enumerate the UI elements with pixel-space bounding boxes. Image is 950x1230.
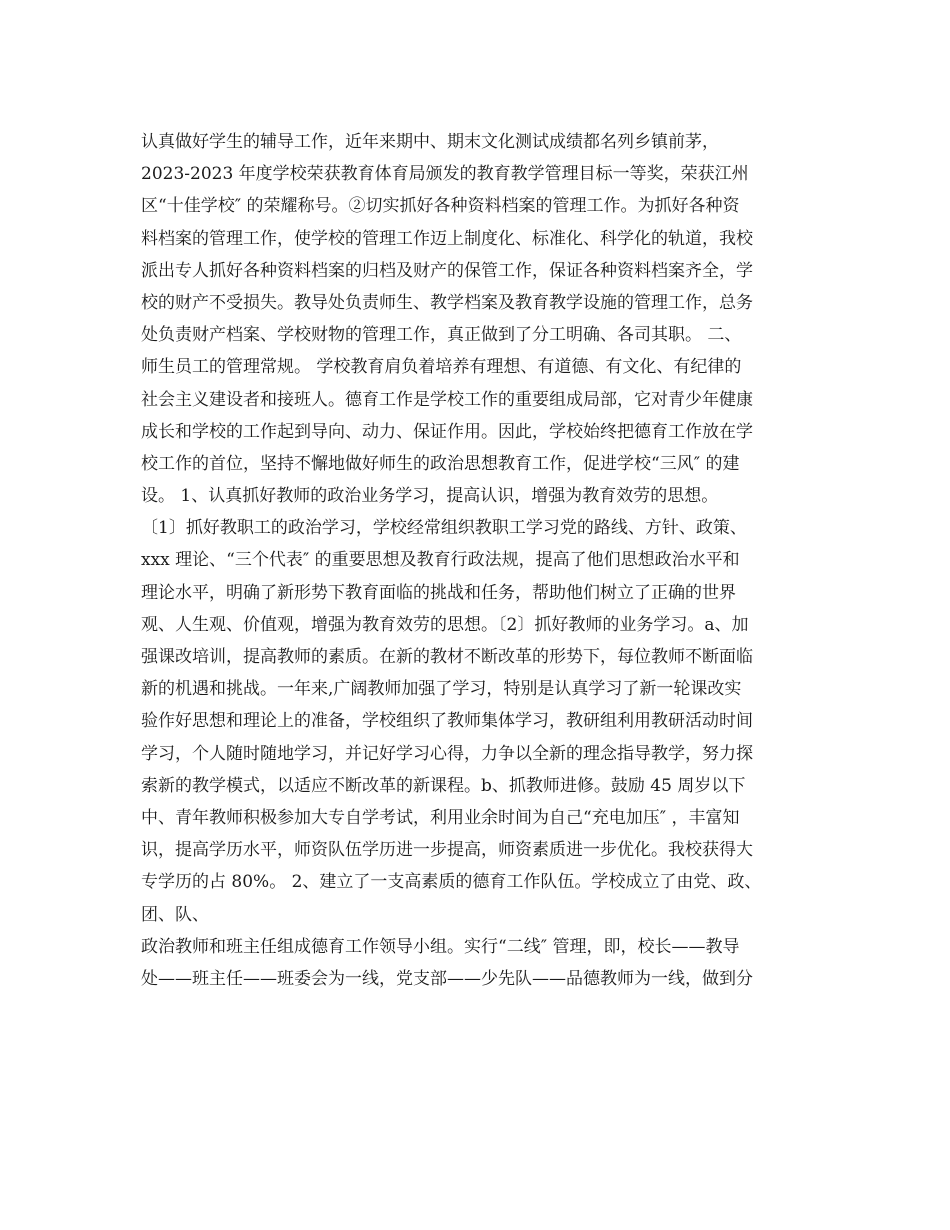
- text-line: 理论水平，明确了新形势下教育面临的挑战和任务，帮助他们树立了正确的世界: [141, 582, 736, 603]
- text-line: 成长和学校的工作起到导向、动力、保证作用。因此，学校始终把德育工作放在学: [141, 421, 753, 442]
- body-text: [141, 126, 821, 995]
- text-line: 验作好思想和理论上的准备，学校组织了教师集体学习，教研组利用教研活动时间: [141, 711, 753, 732]
- text-line: 〔1〕抓好教职工的政治学习，学校经常组织教职工学习党的路线、方针、政策、: [141, 518, 747, 539]
- text-line: 强课改培训，提高教师的素质。在新的教材不断改革的形势下，每位教师不断面临: [141, 647, 753, 667]
- text-line: 设。 1、认真抓好教师的政治业务学习，提高认识，增强为教育效劳的思想。: [141, 486, 719, 507]
- text-line: 料档案的管理工作，使学校的管理工作迈上制度化、标准化、科学化的轨道，我校: [141, 228, 753, 249]
- text-line: 观、人生观、价值观，增强为教育效劳的思想。〔2〕抓好教师的业务学习。a、加: [141, 614, 749, 635]
- text-line: 团、队、: [141, 904, 209, 925]
- text-line: 社会主义建设者和接班人。德育工作是学校工作的重要组成局部，它对青少年健康: [141, 389, 753, 410]
- text-line: 处——班主任——班委会为一线，党支部——少先队——品德教师为一线，做到分: [141, 968, 753, 989]
- text-line: 认真做好学生的辅导工作，近年来期中、期末文化测试成绩都名列乡镇前茅，: [141, 132, 719, 152]
- text-line: 识，提高学历水平，师资队伍学历进一步提高，师资素质进一步优化。我校获得大: [141, 840, 753, 861]
- text-line: 校工作的首位，坚持不懈地做好师生的政治思想教育工作，促进学校“三风″ 的建: [141, 453, 740, 474]
- text-line: 专学历的占 80%。 2、建立了一支高素质的德育工作队伍。学校成立了由党、政、: [141, 872, 762, 893]
- text-line: 索新的教学模式，以适应不断改革的新课程。b、抓教师进修。鼓励 45 周岁以下: [141, 775, 746, 796]
- text-line: 师生员工的管理常规。 学校教育肩负着培养有理想、有道德、有文化、有纪律的: [141, 357, 742, 378]
- text-line: xxx 理论、“三个代表″ 的重要思想及教育行政法规，提高了他们思想政治水平和: [141, 550, 740, 571]
- text-line: 校的财产不受损失。教导处负责师生、教学档案及教育教学设施的管理工作，总务: [141, 292, 753, 313]
- text-line: 区“十佳学校″ 的荣耀称号。②切实抓好各种资料档案的管理工作。为抓好各种资: [141, 196, 740, 217]
- text-line: 2023-2023 年度学校荣获教育体育局颁发的教育教学管理目标一等奖，荣获江州: [141, 164, 749, 185]
- text-line: 政治教师和班主任组成德育工作领导小组。实行“二线″ 管理，即，校长——教导: [141, 936, 740, 957]
- text-line: 学习，个人随时随地学习，并记好学习心得，力争以全新的理念指导教学，努力探: [141, 743, 753, 764]
- text-line: 新的机遇和挑战。一年来,广阔教师加强了学习，特别是认真学习了新一轮课改实: [141, 679, 742, 700]
- text-line: 中、青年教师积极参加大专自学考试，利用业余时间为自己“充电加压″ ，丰富知: [141, 807, 740, 828]
- text-line: 派出专人抓好各种资料档案的归档及财产的保管工作，保证各种资料档案齐全，学: [141, 260, 753, 281]
- text-line: 处负责财产档案、学校财物的管理工作，真正做到了分工明确、各司其职。 二、: [141, 325, 742, 346]
